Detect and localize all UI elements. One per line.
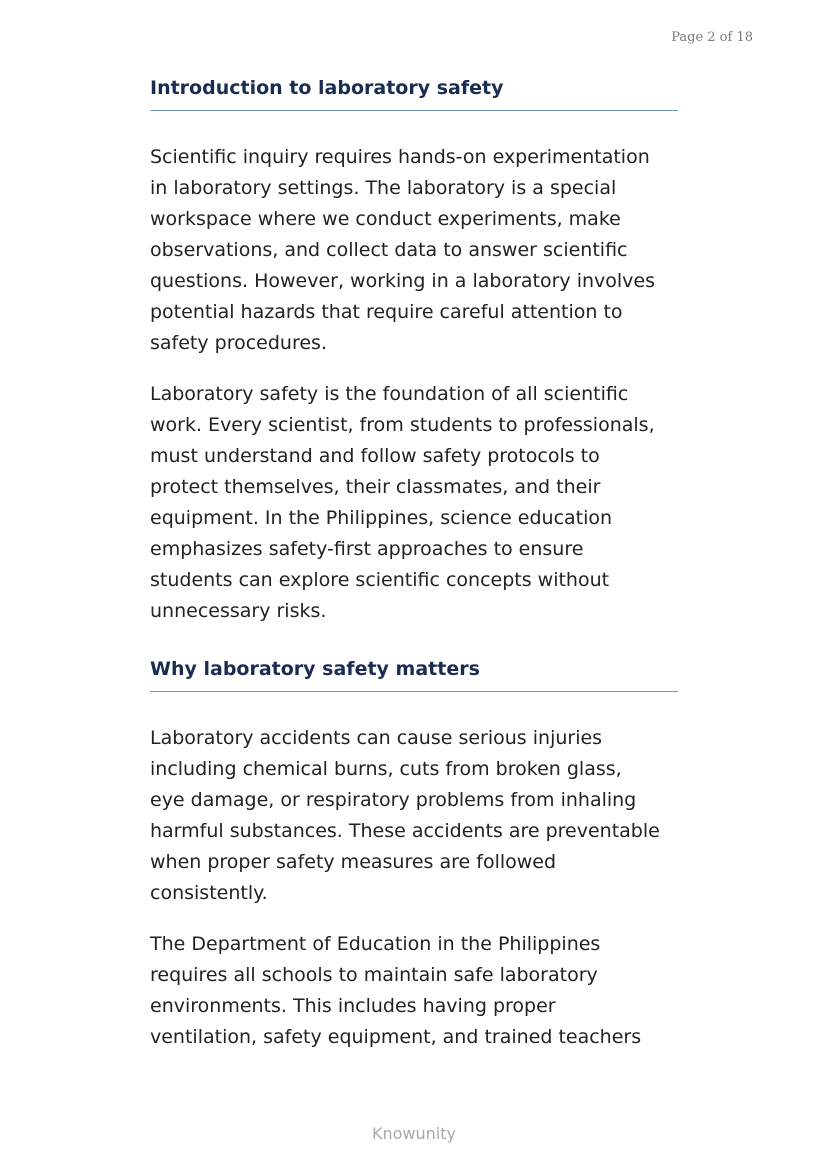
- section-heading-why-safety-matters: Why laboratory safety matters: [150, 657, 678, 692]
- section-heading-introduction: Introduction to laboratory safety: [150, 76, 678, 111]
- paragraph-why-safety-1: Laboratory accidents can cause serious injuries including chemical burns, cuts from broken glass, eye damage, or respiratory problems from inhaling harmful substances. These accidents are preventable when proper safety measures are followed consistently.: [150, 727, 660, 904]
- footer-brand: Knowunity: [372, 1124, 456, 1143]
- paragraph-introduction-1: Scientific inquiry requires hands-on experimentation in laboratory settings. The laboratory is a special workspace where we conduct experiments, make observations, and collect data to answer scientific questions. However, working in a laboratory involves potential hazards that require careful attention to safety procedures.: [150, 146, 656, 354]
- paragraph-why-safety-2: The Department of Education in the Philippines requires all schools to maintain safe laboratory environments. This includes having proper ventilation, safety equipment, and trained teachers: [150, 933, 642, 1048]
- page-number: Page 2 of 18: [671, 30, 753, 45]
- paragraph-introduction-2: Laboratory safety is the foundation of all scientific work. Every scientist, from students to professionals, must understand and follow safety protocols to protect themselves, their classmates, and their equipment. In the Philippines, science education emphasizes safety-first approaches to ensure students can explore scientific concepts without unnecessary risks.: [150, 383, 655, 622]
